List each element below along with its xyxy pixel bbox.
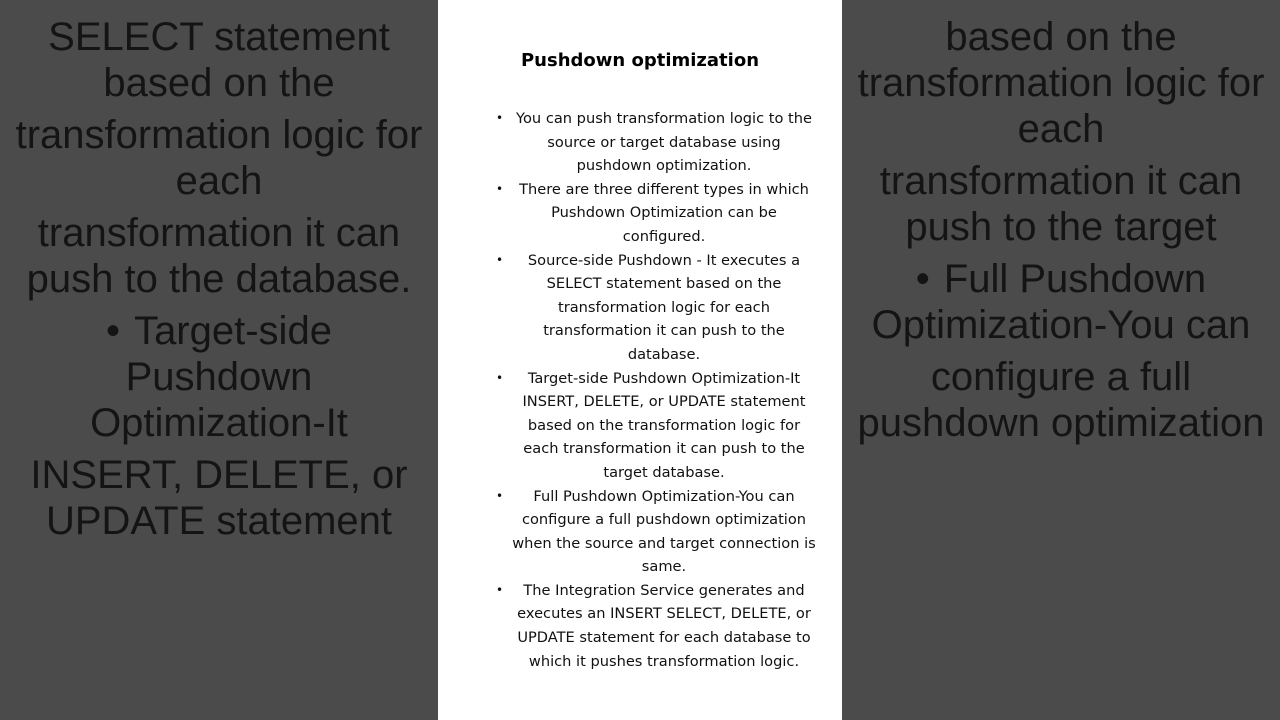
bullet-icon: •	[496, 488, 504, 503]
background-text-line: SELECT statement based on the	[48, 15, 390, 105]
background-bullet: •	[106, 309, 121, 353]
list-item-text: The Integration Service generates and executes an INSERT SELECT, DELETE, or UPDATE statement for each database to which it pushes transformation logic.	[517, 581, 811, 670]
list-item-text: There are three different types in which Pushdown Optimization can be configured.	[519, 180, 809, 245]
list-item-text: Source-side Pushdown - It executes a SELECT statement based on the transformation logic for each transformation it can push to the database.	[527, 251, 801, 363]
background-bullet-item	[14, 308, 424, 446]
background-left-column	[14, 14, 424, 544]
bullet-icon: •	[496, 370, 504, 385]
background-bullet-item	[856, 256, 1266, 348]
background-text-line: transformation logic for each	[15, 113, 423, 203]
background-text-line: transformation it can push to the database.	[26, 211, 412, 301]
bullet-list	[488, 107, 818, 673]
bullet-icon: •	[496, 111, 504, 125]
background-text-line: transformation it can push to the target	[879, 159, 1243, 249]
list-item	[488, 249, 818, 367]
bullet-icon: •	[496, 181, 504, 196]
background-bullet: •	[915, 257, 930, 301]
slide-panel	[438, 0, 842, 720]
background-text-line: based on the transformation logic for each	[857, 15, 1265, 151]
bullet-icon: •	[496, 582, 504, 597]
list-item	[488, 107, 818, 178]
slide-title: Pushdown optimization	[520, 50, 760, 71]
list-item	[488, 178, 818, 249]
background-text-line: Full Pushdown Optimization-You can	[871, 257, 1251, 347]
list-item-text: Target-side Pushdown Optimization-It INSERT, DELETE, or UPDATE statement based on the transformation logic for each transformation it can push to the target database.	[522, 369, 806, 481]
list-item-text: Full Pushdown Optimization-You can configure a full pushdown optimization when the source and target connection is same.	[512, 487, 816, 576]
background-text-line: configure a full pushdown optimization	[857, 355, 1265, 445]
list-item	[488, 367, 818, 485]
list-item	[488, 485, 818, 579]
list-item	[488, 579, 818, 673]
list-item-text: You can push transformation logic to the source or target database using pushdown optimization.	[516, 110, 812, 175]
background-text-line: Target-side Pushdown Optimization-It	[90, 309, 348, 445]
background-text-line: INSERT, DELETE, or UPDATE statement	[30, 453, 408, 543]
bullet-icon: •	[496, 252, 504, 267]
background-right-column	[856, 14, 1266, 446]
